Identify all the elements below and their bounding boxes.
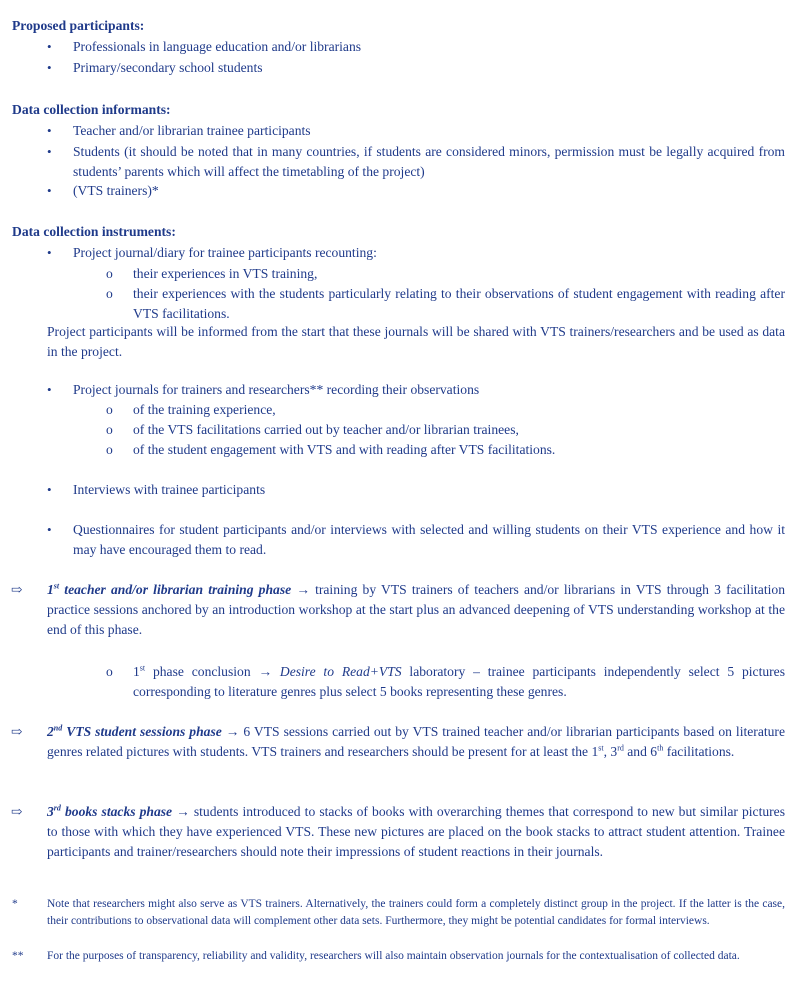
arrow-icon: ⇨ bbox=[11, 724, 23, 739]
bullet: • bbox=[47, 382, 52, 397]
bullet: • bbox=[47, 144, 52, 159]
footnote-mark: * bbox=[12, 898, 18, 910]
trainer-sub-item: of the student engagement with VTS and with reading after VTS facilitations. bbox=[133, 442, 556, 457]
bullet: • bbox=[47, 123, 52, 138]
informant-item: Students (it should be noted that in many countries, if students are considered minors, permission must be legally acquired from students’ parents which will affect the timetabling of the project) bbox=[73, 144, 785, 179]
phase-1-text: → training by VTS trainers of teachers and/or librarians in VTS through 3 facilitation practice sessions anchored by an introduction workshop at the start plus an advanced deepening of VTS understanding workshop at the end of this phase. bbox=[47, 582, 785, 637]
journal-sub-item: their experiences in VTS training, bbox=[133, 266, 318, 281]
phase-2: 2nd VTS student sessions phase → 6 VTS sessions carried out by VTS trained teacher and/or librarian participants based on literature genres related pictures with students. VTS trainers and researchers should be present for at least the 1st, 3rd and 6th facilitations. bbox=[47, 723, 785, 759]
phase-3: 3rd books stacks phase → students introduced to stacks of books with overarching themes that correspond to new but similar pictures to those with which they have experienced VTS. These new pictures are placed on the book stacks to attract student attention. Trainee participants and trainer/researchers should note their impressions of student reactions in their journals. bbox=[47, 803, 785, 859]
phase-1 bbox=[47, 580, 785, 640]
instruments-heading: Data collection instruments: bbox=[12, 224, 176, 239]
participant-item: Primary/secondary school students bbox=[73, 60, 263, 75]
sub-bullet: o bbox=[106, 402, 113, 417]
footnote-2: For the purposes of transparency, reliability and validity, researchers will also maintain observation journals for the contextualisation of collected data. bbox=[47, 950, 740, 962]
phase-1-ordinal: 1st teacher and/or librarian training phase bbox=[47, 581, 292, 597]
informant-item: Teacher and/or librarian trainee participants bbox=[73, 123, 311, 138]
phase-3-ordinal: 3rd books stacks phase bbox=[47, 803, 173, 819]
footnote-mark: ** bbox=[12, 950, 24, 962]
trainer-sub-item: of the training experience, bbox=[133, 402, 276, 417]
participants-heading: Proposed participants: bbox=[12, 18, 145, 33]
trainer-journals-item: Project journals for trainers and researchers** recording their observations bbox=[73, 382, 480, 397]
journal-note: Project participants will be informed from the start that these journals will be shared with VTS trainers/researchers and be used as data in the project. bbox=[47, 324, 785, 359]
bullet: • bbox=[47, 482, 52, 497]
bullet: • bbox=[47, 245, 52, 260]
bullet: • bbox=[47, 522, 52, 537]
bullet: • bbox=[47, 183, 52, 198]
trainer-sub-item: of the VTS facilitations carried out by teacher and/or librarian trainees, bbox=[133, 422, 519, 437]
questionnaires-item: Questionnaires for student participants and/or interviews with selected and willing students on their VTS experience and how it may have encouraged them to read. bbox=[73, 522, 785, 557]
sub-bullet: o bbox=[106, 664, 113, 679]
footnote-1: Note that researchers might also serve as VTS trainers. Alternatively, the trainers could form a completely distinct group in the project. If the latter is the case, their contributions to observational data will complement other data sets. Furthermore, they might be potential candidates for formal interviews. bbox=[47, 898, 785, 927]
interviews-item: Interviews with trainee participants bbox=[73, 482, 266, 497]
arrow-icon: ⇨ bbox=[11, 804, 23, 819]
sub-bullet: o bbox=[106, 422, 113, 437]
sub-bullet: o bbox=[106, 286, 113, 301]
phase-1-conclusion: 1st phase conclusion → Desire to Read+VTS laboratory – trainee participants independently select 5 pictures corresponding to literature genres plus select 5 books representing these genres. bbox=[133, 663, 785, 699]
sub-bullet: o bbox=[106, 442, 113, 457]
journal-sub-item: their experiences with the students particularly relating to their observations of student engagement with reading after VTS facilitations. bbox=[133, 286, 785, 321]
journal-diary-item: Project journal/diary for trainee participants recounting: bbox=[73, 245, 377, 260]
arrow-icon: ⇨ bbox=[11, 582, 23, 597]
informants-heading: Data collection informants: bbox=[12, 102, 171, 117]
sub-bullet: o bbox=[106, 266, 113, 281]
bullet: • bbox=[47, 60, 52, 75]
laboratory-name: Desire to Read+VTS bbox=[279, 664, 402, 679]
participant-item: Professionals in language education and/or librarians bbox=[73, 39, 362, 54]
informant-item: (VTS trainers)* bbox=[73, 183, 159, 198]
bullet: • bbox=[47, 39, 52, 54]
phase-2-ordinal: 2nd VTS student sessions phase bbox=[47, 723, 222, 739]
